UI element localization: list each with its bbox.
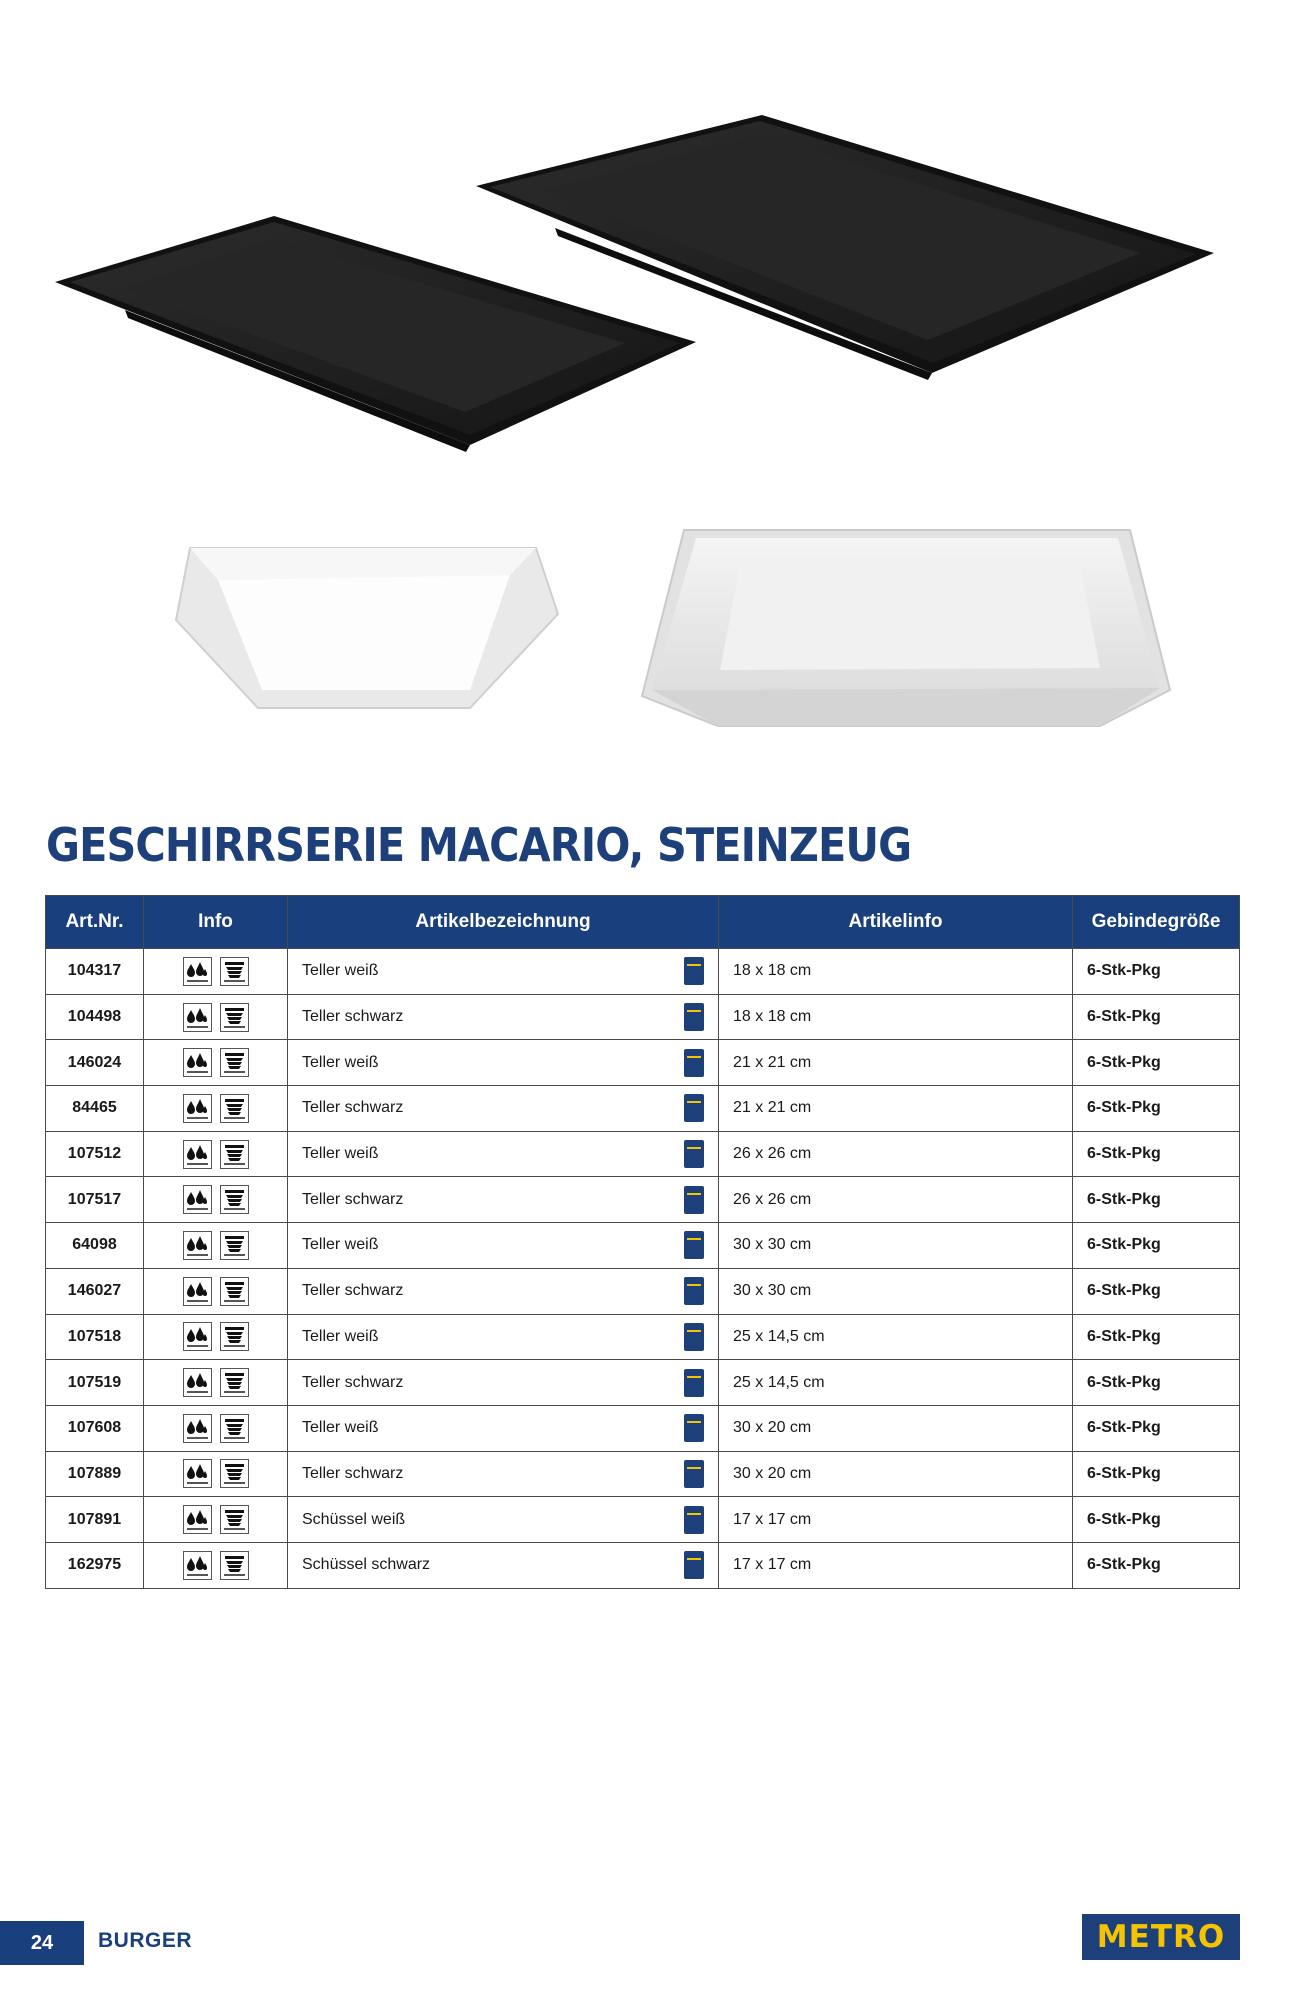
metro-professional-tag-icon xyxy=(684,1506,704,1534)
article-dimensions: 18 x 18 cm xyxy=(719,994,1073,1040)
metro-professional-tag-icon xyxy=(684,1049,704,1077)
article-dimensions: 17 x 17 cm xyxy=(719,1542,1073,1588)
article-name: Teller schwarz xyxy=(302,1190,404,1208)
header-article-info: Artikelinfo xyxy=(719,896,1073,949)
metro-professional-tag-icon xyxy=(684,1003,704,1031)
header-pack-size: Gebindegröße xyxy=(1073,896,1240,949)
article-name: Schüssel schwarz xyxy=(302,1556,431,1574)
dishwasher-safe-icon xyxy=(183,1368,212,1397)
article-name-cell xyxy=(288,1497,719,1543)
info-icons xyxy=(144,1131,288,1177)
metro-logo xyxy=(1082,1914,1240,1960)
dishwasher-safe-icon xyxy=(183,1048,212,1077)
table-row xyxy=(46,1451,1240,1497)
dishwasher-safe-icon xyxy=(183,1551,212,1580)
info-icons xyxy=(144,1177,288,1223)
table-row xyxy=(46,949,1240,995)
article-name-cell xyxy=(288,1086,719,1132)
product-photos xyxy=(0,0,1293,760)
pack-size: 6-Stk-Pkg xyxy=(1073,1086,1240,1132)
article-name-cell xyxy=(288,949,719,995)
article-name-cell xyxy=(288,1542,719,1588)
info-icons xyxy=(144,1405,288,1451)
article-name-cell xyxy=(288,1360,719,1406)
pack-size: 6-Stk-Pkg xyxy=(1073,1268,1240,1314)
dishwasher-safe-icon xyxy=(183,1231,212,1260)
article-dimensions: 30 x 20 cm xyxy=(719,1451,1073,1497)
article-name-cell xyxy=(288,1223,719,1269)
dishwasher-safe-icon xyxy=(183,1185,212,1214)
metro-professional-tag-icon xyxy=(684,1460,704,1488)
pack-size: 6-Stk-Pkg xyxy=(1073,1451,1240,1497)
pack-size: 6-Stk-Pkg xyxy=(1073,994,1240,1040)
article-number: 107519 xyxy=(46,1360,144,1406)
table-row xyxy=(46,1040,1240,1086)
article-dimensions: 30 x 30 cm xyxy=(719,1268,1073,1314)
info-icons xyxy=(144,1086,288,1132)
dishwasher-safe-icon xyxy=(183,1459,212,1488)
info-icons xyxy=(144,1451,288,1497)
info-icons xyxy=(144,994,288,1040)
info-icons xyxy=(144,1542,288,1588)
metro-professional-tag-icon xyxy=(684,1369,704,1397)
metro-professional-tag-icon xyxy=(684,1414,704,1442)
pack-size: 6-Stk-Pkg xyxy=(1073,1542,1240,1588)
dishwasher-safe-icon xyxy=(183,957,212,986)
stackable-icon xyxy=(220,1414,249,1443)
article-name: Teller weiß xyxy=(302,1236,379,1254)
table-row xyxy=(46,1131,1240,1177)
dishwasher-safe-icon xyxy=(183,1094,212,1123)
pack-size: 6-Stk-Pkg xyxy=(1073,1405,1240,1451)
article-name-cell xyxy=(288,1314,719,1360)
pack-size: 6-Stk-Pkg xyxy=(1073,1177,1240,1223)
article-number: 107517 xyxy=(46,1177,144,1223)
header-article-name: Artikelbezeichnung xyxy=(288,896,719,949)
pack-size: 6-Stk-Pkg xyxy=(1073,1314,1240,1360)
dishwasher-safe-icon xyxy=(183,1140,212,1169)
table-row xyxy=(46,1223,1240,1269)
table-row xyxy=(46,1177,1240,1223)
article-name: Schüssel weiß xyxy=(302,1510,406,1528)
article-number: 146027 xyxy=(46,1268,144,1314)
article-number: 104317 xyxy=(46,949,144,995)
stackable-icon xyxy=(220,1140,249,1169)
article-name: Teller schwarz xyxy=(302,1099,404,1117)
info-icons xyxy=(144,949,288,995)
dishwasher-safe-icon xyxy=(183,1003,212,1032)
article-name-cell xyxy=(288,1040,719,1086)
metro-professional-tag-icon xyxy=(684,1186,704,1214)
metro-professional-tag-icon xyxy=(684,1323,704,1351)
stackable-icon xyxy=(220,1003,249,1032)
table-row xyxy=(46,1360,1240,1406)
article-name: Teller weiß xyxy=(302,962,379,980)
pack-size: 6-Stk-Pkg xyxy=(1073,1131,1240,1177)
info-icons xyxy=(144,1314,288,1360)
article-name: Teller weiß xyxy=(302,1419,379,1437)
pack-size: 6-Stk-Pkg xyxy=(1073,949,1240,995)
article-dimensions: 25 x 14,5 cm xyxy=(719,1314,1073,1360)
article-number: 146024 xyxy=(46,1040,144,1086)
header-info: Info xyxy=(144,896,288,949)
article-dimensions: 21 x 21 cm xyxy=(719,1040,1073,1086)
metro-professional-tag-icon xyxy=(684,1140,704,1168)
dishwasher-safe-icon xyxy=(183,1414,212,1443)
article-dimensions: 21 x 21 cm xyxy=(719,1086,1073,1132)
product-table xyxy=(45,895,1240,1589)
article-number: 107512 xyxy=(46,1131,144,1177)
article-dimensions: 26 x 26 cm xyxy=(719,1177,1073,1223)
stackable-icon xyxy=(220,1094,249,1123)
info-icons xyxy=(144,1497,288,1543)
article-number: 84465 xyxy=(46,1086,144,1132)
article-name-cell xyxy=(288,1268,719,1314)
article-name: Teller weiß xyxy=(302,1145,379,1163)
white-bowl xyxy=(176,548,558,708)
pack-size: 6-Stk-Pkg xyxy=(1073,1497,1240,1543)
page-title: GESCHIRRSERIE MACARIO, STEINZEUG xyxy=(46,818,912,872)
article-number: 107518 xyxy=(46,1314,144,1360)
stackable-icon xyxy=(220,957,249,986)
pack-size: 6-Stk-Pkg xyxy=(1073,1040,1240,1086)
article-dimensions: 30 x 30 cm xyxy=(719,1223,1073,1269)
article-dimensions: 18 x 18 cm xyxy=(719,949,1073,995)
dishwasher-safe-icon xyxy=(183,1277,212,1306)
article-name-cell xyxy=(288,1405,719,1451)
metro-professional-tag-icon xyxy=(684,1277,704,1305)
info-icons xyxy=(144,1223,288,1269)
article-dimensions: 17 x 17 cm xyxy=(719,1497,1073,1543)
table-row xyxy=(46,1405,1240,1451)
stackable-icon xyxy=(220,1048,249,1077)
stackable-icon xyxy=(220,1459,249,1488)
article-dimensions: 30 x 20 cm xyxy=(719,1405,1073,1451)
article-dimensions: 25 x 14,5 cm xyxy=(719,1360,1073,1406)
article-number: 107889 xyxy=(46,1451,144,1497)
page-number-text: 24 xyxy=(30,1931,54,1954)
stackable-icon xyxy=(220,1551,249,1580)
metro-professional-tag-icon xyxy=(684,1094,704,1122)
article-number: 107608 xyxy=(46,1405,144,1451)
table-body xyxy=(46,949,1240,1589)
table-row xyxy=(46,1086,1240,1132)
table-row xyxy=(46,994,1240,1040)
article-dimensions: 26 x 26 cm xyxy=(719,1131,1073,1177)
article-number: 64098 xyxy=(46,1223,144,1269)
article-name-cell xyxy=(288,1177,719,1223)
table-row xyxy=(46,1314,1240,1360)
article-name: Teller schwarz xyxy=(302,1464,404,1482)
table-row xyxy=(46,1268,1240,1314)
metro-professional-tag-icon xyxy=(684,1551,704,1579)
article-name-cell xyxy=(288,1131,719,1177)
stackable-icon xyxy=(220,1277,249,1306)
table-header-row xyxy=(46,896,1240,949)
article-name: Teller weiß xyxy=(302,1327,379,1345)
article-name: Teller weiß xyxy=(302,1053,379,1071)
article-name: Teller schwarz xyxy=(302,1008,404,1026)
stackable-icon xyxy=(220,1322,249,1351)
metro-professional-tag-icon xyxy=(684,957,704,985)
metro-logo-text: METRO xyxy=(1096,1919,1226,1955)
metro-professional-tag-icon xyxy=(684,1231,704,1259)
stackable-icon xyxy=(220,1368,249,1397)
article-name-cell xyxy=(288,994,719,1040)
article-name-cell xyxy=(288,1451,719,1497)
pack-size: 6-Stk-Pkg xyxy=(1073,1360,1240,1406)
white-plate-square xyxy=(642,530,1170,726)
article-number: 162975 xyxy=(46,1542,144,1588)
article-number: 104498 xyxy=(46,994,144,1040)
section-label: BURGER xyxy=(98,1929,193,1952)
table-row xyxy=(46,1497,1240,1543)
article-name: Teller schwarz xyxy=(302,1373,404,1391)
pack-size: 6-Stk-Pkg xyxy=(1073,1223,1240,1269)
stackable-icon xyxy=(220,1231,249,1260)
info-icons xyxy=(144,1360,288,1406)
article-name: Teller schwarz xyxy=(302,1282,404,1300)
info-icons xyxy=(144,1040,288,1086)
header-art-nr: Art.Nr. xyxy=(46,896,144,949)
dishwasher-safe-icon xyxy=(183,1505,212,1534)
dishwasher-safe-icon xyxy=(183,1322,212,1351)
stackable-icon xyxy=(220,1185,249,1214)
stackable-icon xyxy=(220,1505,249,1534)
info-icons xyxy=(144,1268,288,1314)
table-row xyxy=(46,1542,1240,1588)
page-number xyxy=(0,1921,84,1965)
article-number: 107891 xyxy=(46,1497,144,1543)
